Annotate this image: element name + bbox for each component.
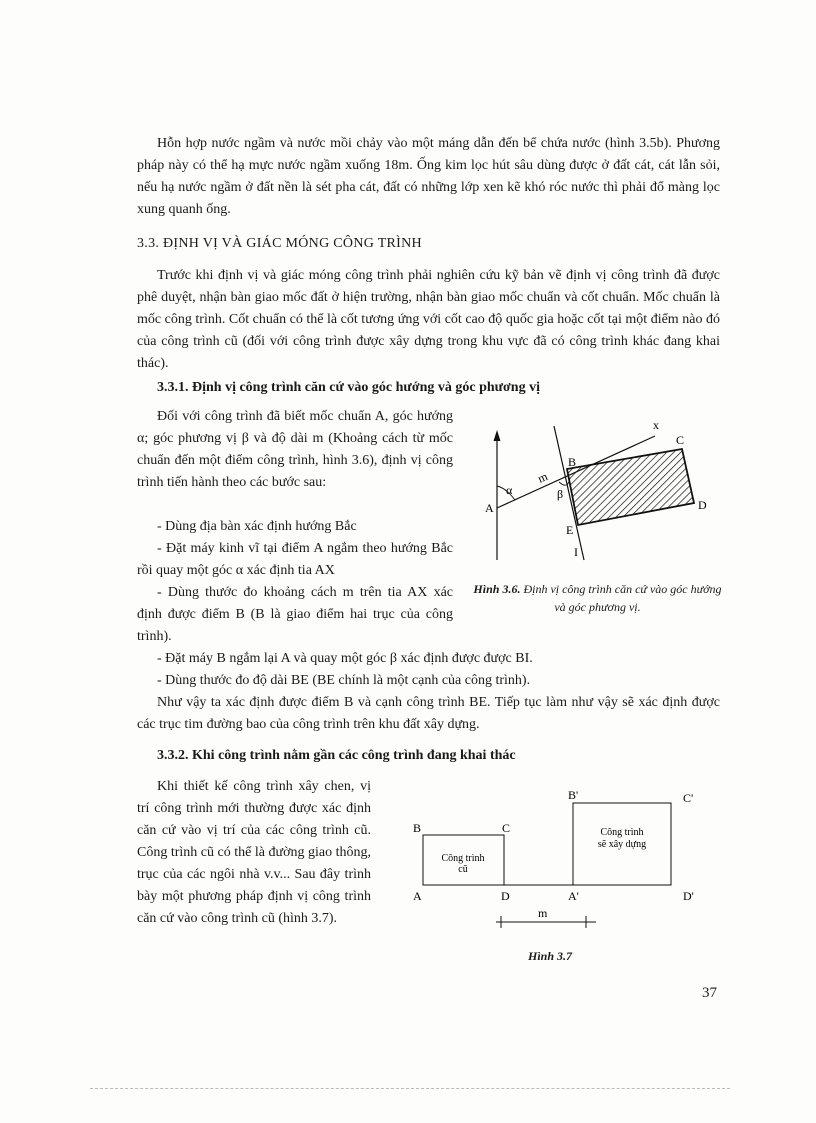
section-3-3-1-paragraph: Đối với công trình đã biết mốc chuẩn A, góc hướng α; góc phương vị β và độ dài m (Khoảng cách từ mốc chuẩn đến một điểm công trình, hình 3.6), định vị công trình tiến hành theo các bước sau: — [137, 409, 453, 490]
label-d: D — [501, 889, 510, 903]
section-3-3-1-title: 3.3.1. Định vị công trình căn cứ vào góc hướng và góc phương vị — [157, 380, 540, 395]
old-building-label-1: Công trình — [441, 853, 485, 864]
figure-3-6-caption — [470, 580, 725, 616]
label-a: A — [485, 501, 494, 515]
label-i: I — [574, 545, 578, 559]
label-x: x — [653, 418, 659, 432]
building-hatched — [567, 449, 694, 525]
label-alpha: α — [506, 483, 513, 497]
label-e: E — [566, 523, 574, 537]
figure-3-6-caption-text: Định vị công trình căn cứ vào góc hướng và góc phương vị. — [523, 582, 722, 614]
figure-3-7-diagram — [405, 785, 720, 945]
label-m: m — [535, 469, 550, 486]
new-building-label-1: Công trình — [600, 827, 644, 838]
section-3-3-2-paragraph: Khi thiết kế công trình xây chen, vị trí công trình mới thường được xác định căn cứ vào vị trí của các công trình cũ. Công trình cũ có thể là đường giao thông, trục của các ngôi nhà v.v... Sau đây trình bày một phương pháp định vị công trình căn cứ vào công trình cũ (hình 3.7). — [137, 779, 371, 926]
bottom-rule — [90, 1088, 730, 1089]
step-4: - Đặt máy B ngắm lại A và quay một góc β xác định được được BI. — [157, 651, 533, 666]
label-d-prime: D' — [683, 889, 694, 903]
label-d: D — [698, 498, 707, 512]
label-b: B — [413, 821, 422, 835]
section-3-3-title: 3.3. ĐỊNH VỊ VÀ GIÁC MÓNG CÔNG TRÌNH — [137, 236, 422, 251]
figure-3-7-caption: Hình 3.7 — [527, 949, 572, 963]
label-c-prime: C' — [683, 791, 694, 805]
page-number: 37 — [702, 985, 717, 1001]
intro-paragraph: Hỗn hợp nước ngầm và nước mồi chảy vào một máng dẫn đến bể chứa nước (hình 3.5b). Phương pháp này có thể hạ mực nước ngầm xuống 18m. Ống kim lọc hút sâu dùng được ở đất cát, cát lẫn sỏi, nếu hạ nước ngầm ở đất nền là sét pha cát, đất có những lớp xen kẽ khó róc nước thì phải đổ màng lọc xung quanh ống. — [137, 136, 720, 217]
section-3-3-1-conclusion: Như vậy ta xác định được điểm B và cạnh công trình BE. Tiếp tục làm như vậy sẽ xác định được các trục tim đường bao của công trình trên khu đất xây dựng. — [137, 695, 720, 732]
step-1: - Dùng địa bàn xác định hướng Bắc — [157, 519, 357, 534]
figure-3-6-caption-number: Hình 3.6. — [473, 582, 521, 596]
label-c: C — [502, 821, 511, 835]
label-b: B — [568, 455, 577, 469]
label-b-prime: B' — [568, 788, 579, 802]
step-3: - Dùng thước đo khoảng cách m trên tia AX xác định được điểm B (B là giao điểm hai trục của công trình). — [137, 585, 453, 644]
section-3-3-2-title: 3.3.2. Khi công trình nằm gần các công trình đang khai thác — [157, 748, 516, 763]
old-building-label-2: cũ — [458, 864, 468, 875]
label-a: A — [413, 889, 422, 903]
step-5: - Dùng thước đo độ dài BE (BE chính là một cạnh của công trình). — [157, 673, 531, 688]
north-arrow-icon — [494, 430, 501, 441]
label-beta: β — [557, 487, 564, 501]
new-building-label-2: sẽ xây dựng — [597, 839, 647, 850]
label-c: C — [676, 433, 685, 447]
label-m: m — [538, 906, 548, 920]
figure-3-6-diagram — [470, 408, 730, 583]
label-a-prime: A' — [568, 889, 579, 903]
step-2: - Đặt máy kinh vĩ tại điểm A ngắm theo hướng Bắc rồi quay một góc α xác định tia AX — [137, 541, 453, 578]
section-3-3-paragraph: Trước khi định vị và giác móng công trình phải nghiên cứu kỹ bản vẽ định vị công trình đã được phê duyệt, nhận bàn giao mốc đất ở hiện trường, nhận bàn giao mốc chuẩn và cốt chuẩn. Mốc chuẩn là mốc công trình. Cốt chuẩn có thể là cốt tương ứng với cốt cao độ quốc gia hoặc cốt tại một điểm nào đó của công trình cũ (đối với công trình được xây dựng trong khu vực đã có công trình khác đang khai thác). — [137, 268, 720, 371]
